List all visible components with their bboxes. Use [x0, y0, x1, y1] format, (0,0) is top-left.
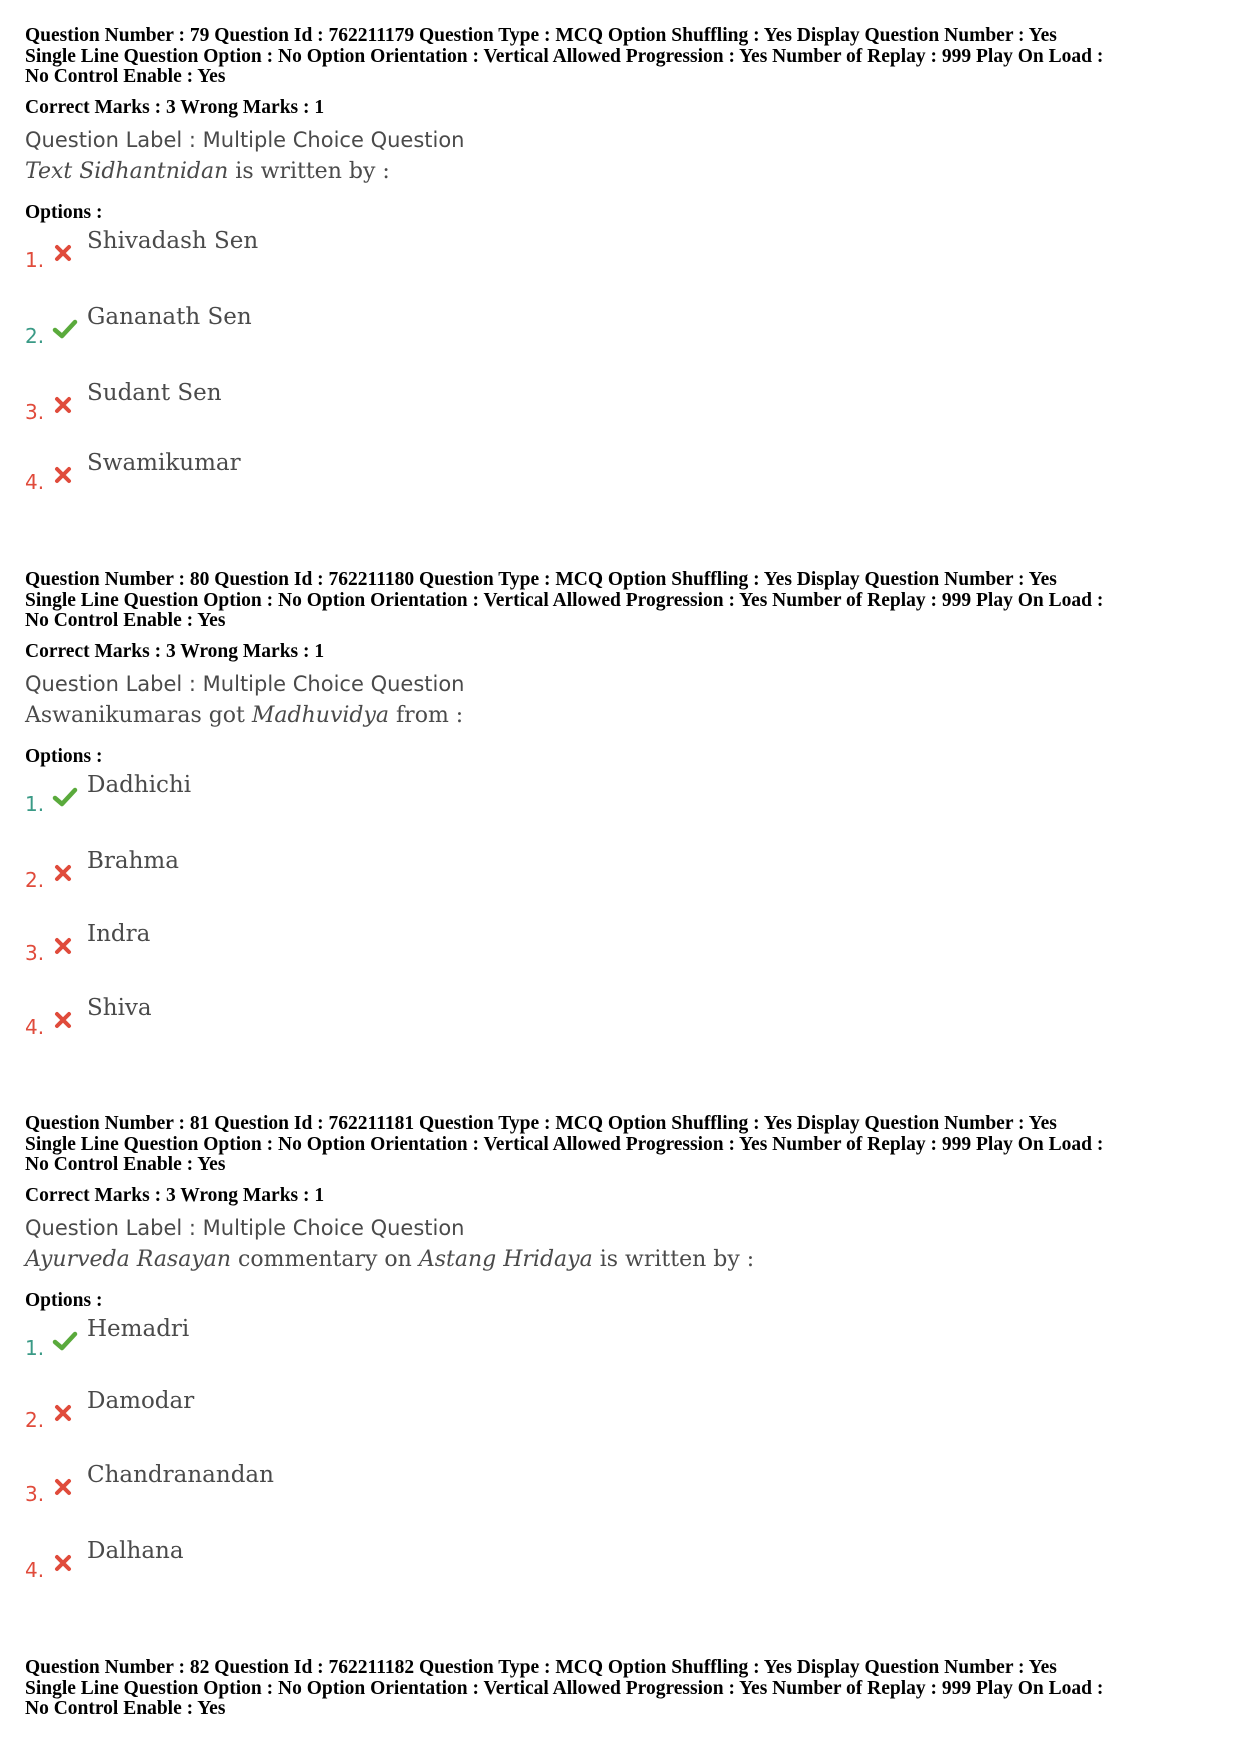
question-meta-line: Question Number : 82 Question Id : 762211182 Question Type : MCQ Option Shuffling : Yes Display Question Number : Yes	[25, 1657, 1057, 1678]
option-number: 4.	[25, 1014, 45, 1039]
option-text: Shivadash Sen	[87, 227, 259, 254]
question-text-part: Astang Hridaya	[418, 1246, 593, 1272]
question-block	[25, 26, 1220, 522]
question-meta-line: No Control Enable : Yes	[25, 66, 226, 87]
option-text: Swamikumar	[87, 449, 241, 476]
option-item	[25, 1384, 1220, 1458]
cross-icon	[54, 864, 72, 887]
cross-icon	[54, 1478, 72, 1501]
question-text	[25, 155, 1220, 189]
question-block	[25, 1658, 1220, 1720]
option-number: 4.	[25, 469, 45, 494]
checkmark-icon	[52, 786, 78, 813]
option-item	[25, 1312, 1220, 1384]
question-text-part: Ayurveda Rasayan	[25, 1246, 232, 1272]
question-meta-line: No Control Enable : Yes	[25, 610, 226, 631]
cross-icon	[54, 1554, 72, 1577]
question-text-part: is written by :	[228, 158, 390, 184]
cross-icon	[54, 1404, 72, 1427]
option-number: 1.	[25, 791, 45, 816]
option-text: Sudant Sen	[87, 379, 222, 406]
checkmark-icon	[52, 1330, 78, 1357]
cross-icon	[54, 244, 72, 267]
cross-icon	[54, 1011, 72, 1034]
question-text-part: Text Sidhantnidan	[25, 158, 229, 184]
option-item	[25, 224, 1220, 300]
question-text-part: commentary on	[231, 1246, 419, 1272]
option-text: Indra	[87, 920, 151, 947]
option-item	[25, 844, 1220, 917]
option-text: Brahma	[87, 847, 179, 874]
option-number: 2.	[25, 867, 45, 892]
option-item	[25, 917, 1220, 991]
option-text: Chandranandan	[87, 1461, 274, 1488]
option-item	[25, 300, 1220, 376]
option-item	[25, 1458, 1220, 1534]
question-text-part: is written by :	[592, 1246, 755, 1272]
option-text: Damodar	[87, 1387, 195, 1414]
question-text-part: Madhuvidya	[251, 702, 390, 728]
cross-icon	[54, 466, 72, 489]
question-text	[25, 1243, 1220, 1277]
option-number: 3.	[25, 940, 45, 965]
option-item	[25, 991, 1220, 1067]
question-meta-line: Single Line Question Option : No Option Orientation : Vertical Allowed Progression : Yes Number of Replay : 999 Play On Load :	[25, 589, 1104, 611]
question-meta-line: Single Line Question Option : No Option Orientation : Vertical Allowed Progression : Yes Number of Replay : 999 Play On Load :	[25, 1677, 1104, 1699]
option-item	[25, 446, 1220, 522]
option-number: 3.	[25, 399, 45, 424]
question-block	[25, 1114, 1220, 1610]
options-label: Options :	[25, 1289, 103, 1311]
question-text-part: from :	[389, 702, 464, 728]
question-meta-line: Single Line Question Option : No Option Orientation : Vertical Allowed Progression : Yes Number of Replay : 999 Play On Load :	[25, 1133, 1104, 1155]
question-label: Question Label : Multiple Choice Question	[25, 1215, 465, 1240]
option-text: Dalhana	[87, 1537, 184, 1564]
question-meta-line: Single Line Question Option : No Option Orientation : Vertical Allowed Progression : Yes Number of Replay : 999 Play On Load :	[25, 45, 1104, 67]
marks-line: Correct Marks : 3 Wrong Marks : 1	[25, 1184, 325, 1206]
option-text: Dadhichi	[87, 771, 192, 798]
marks-line: Correct Marks : 3 Wrong Marks : 1	[25, 640, 325, 662]
marks-line: Correct Marks : 3 Wrong Marks : 1	[25, 96, 325, 118]
question-text	[25, 699, 1220, 733]
question-meta-line: No Control Enable : Yes	[25, 1154, 226, 1175]
cross-icon	[54, 396, 72, 419]
question-label: Question Label : Multiple Choice Question	[25, 671, 465, 696]
question-label: Question Label : Multiple Choice Question	[25, 127, 465, 152]
options-label: Options :	[25, 745, 103, 767]
question-block	[25, 570, 1220, 1067]
cross-icon	[54, 937, 72, 960]
checkmark-icon	[52, 318, 78, 345]
option-number: 3.	[25, 1481, 45, 1506]
option-text: Gananath Sen	[87, 303, 252, 330]
question-meta-line: No Control Enable : Yes	[25, 1698, 226, 1719]
question-meta-line: Question Number : 79 Question Id : 762211179 Question Type : MCQ Option Shuffling : Yes Display Question Number : Yes	[25, 25, 1057, 46]
option-number: 1.	[25, 247, 45, 272]
option-number: 1.	[25, 1335, 45, 1360]
question-meta-line: Question Number : 80 Question Id : 762211180 Question Type : MCQ Option Shuffling : Yes Display Question Number : Yes	[25, 569, 1057, 590]
option-number: 2.	[25, 323, 45, 348]
options-label: Options :	[25, 201, 103, 223]
option-text: Shiva	[87, 994, 152, 1021]
option-text: Hemadri	[87, 1315, 190, 1342]
option-number: 4.	[25, 1557, 45, 1582]
question-text-part: Aswanikumaras got	[25, 702, 252, 728]
option-number: 2.	[25, 1407, 45, 1432]
option-item	[25, 768, 1220, 844]
question-meta-line: Question Number : 81 Question Id : 762211181 Question Type : MCQ Option Shuffling : Yes Display Question Number : Yes	[25, 1113, 1057, 1134]
option-item	[25, 1534, 1220, 1610]
option-item	[25, 376, 1220, 446]
